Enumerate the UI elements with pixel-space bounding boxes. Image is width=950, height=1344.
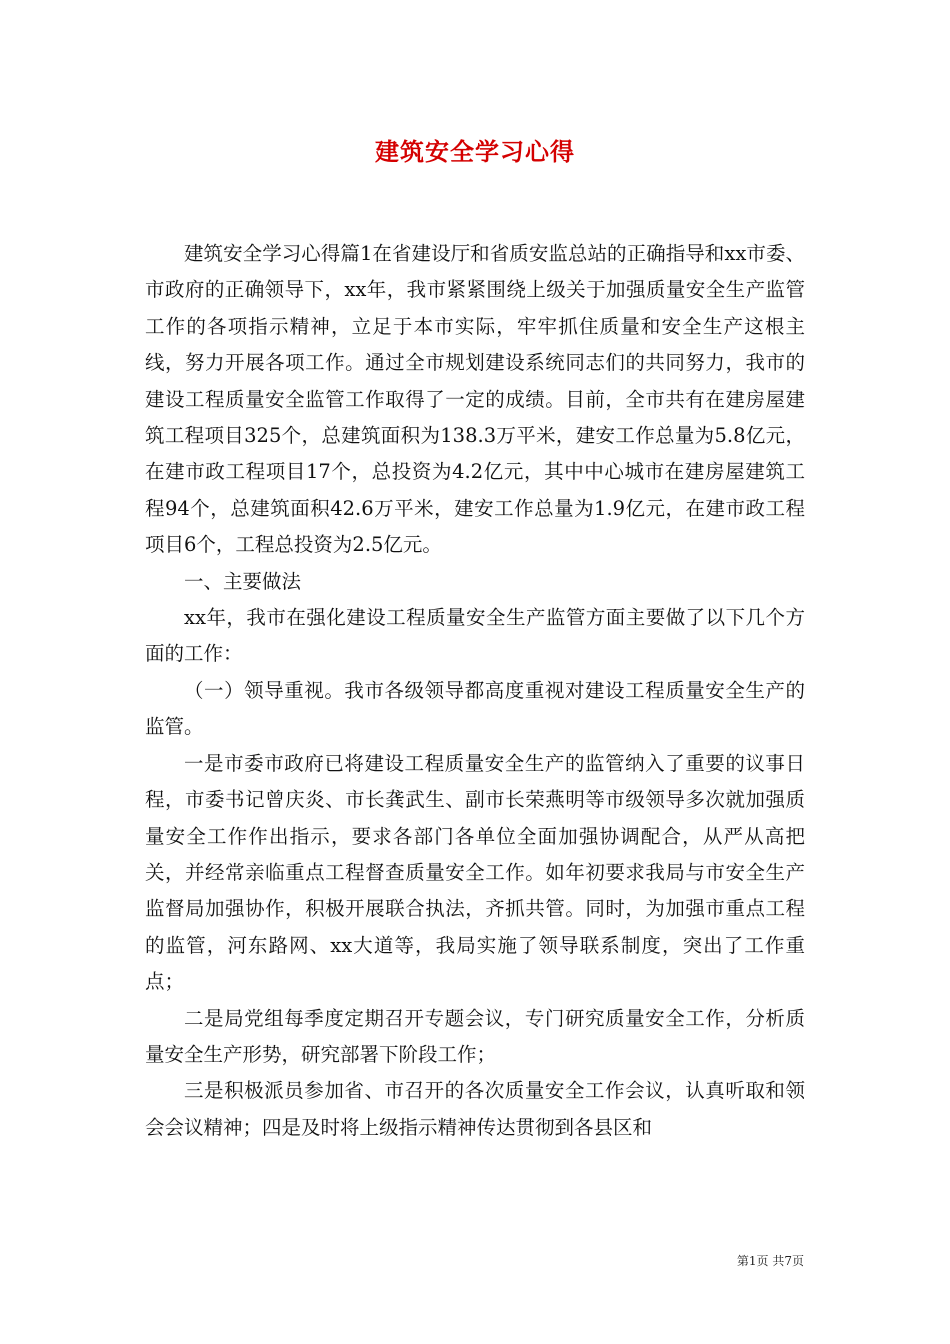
document-body <box>145 236 805 1146</box>
paragraph-point-three: 三是积极派员参加省、市召开的各次质量安全工作会议，认真听取和领会会议精神；四是及时将上级指示精神传达贯彻到各县区和 <box>145 1079 805 1139</box>
page-number: 第1页 共7页 <box>736 1254 804 1268</box>
section-heading-main-practices: 一、主要做法 <box>184 569 302 593</box>
paragraph-intro: 建筑安全学习心得篇1在省建设厅和省质安监总站的正确指导和xx市委、市政府的正确领导下，xx年，我市紧紧围绕上级关于加强质量安全生产监管工作的各项指示精神，立足于本市实际，牢牢抓住质量和安全生产这根主线，努力开展各项工作。通过全市规划建设系统同志们的共同努力，我市的建设工程质量安全监管工作取得了一定的成绩。目前，全市共有在建房屋建筑工程项目325个，总建筑面积为138.3万平米，建安工作总量为5.8亿元，在建市政工程项目17个，总投资为4.2亿元，其中中心城市在建房屋建筑工程94个，总建筑面积42.6万平米，建安工作总量为1.9亿元，在建市政工程项目6个，工程总投资为2.5亿元。 <box>145 242 805 557</box>
document-title: 建筑安全学习心得 <box>375 137 575 166</box>
paragraph-overview: xx年，我市在强化建设工程质量安全生产监管方面主要做了以下几个方面的工作： <box>145 606 805 666</box>
paragraph-point-one: 一是市委市政府已将建设工程质量安全生产的监管纳入了重要的议事日程，市委书记曾庆炎、市长龚武生、副市长荣燕明等市级领导多次就加强质量安全工作作出指示，要求各部门各单位全面加强协调配合，从严从高把关，并经常亲临重点工程督查质量安全工作。如年初要求我局与市安全生产监督局加强协作，积极开展联合执法，齐抓共管。同时，为加强市重点工程的监管，河东路网、xx大道等，我局实施了领导联系制度，突出了工作重点； <box>145 751 805 994</box>
paragraph-leadership: （一）领导重视。我市各级领导都高度重视对建设工程质量安全生产的监管。 <box>145 678 805 739</box>
paragraph-point-two: 二是局党组每季度定期召开专题会议，专门研究质量安全工作，分析质量安全生产形势，研究部署下阶段工作； <box>145 1006 805 1066</box>
